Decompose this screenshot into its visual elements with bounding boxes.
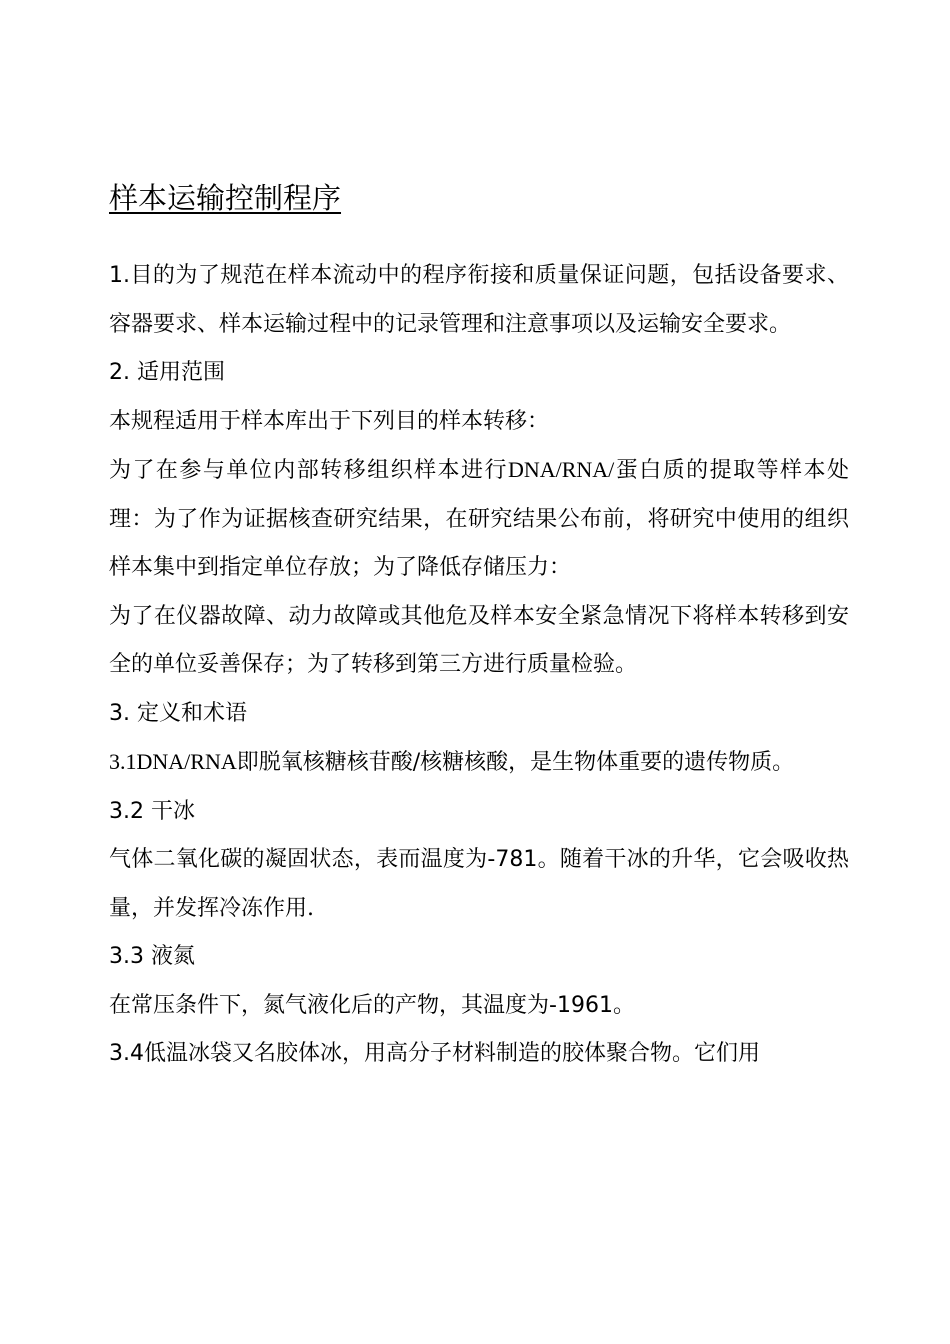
document-body: [109, 252, 849, 1079]
purpose-paragraph: [109, 252, 849, 349]
purpose-number: 1.: [109, 263, 130, 288]
scope-intro: 本规程适用于样本库出于下列目的样本转移：: [109, 408, 550, 434]
definition-3-2-term: 干冰: [150, 798, 195, 824]
definition-3-1: [109, 738, 849, 788]
definition-3-2-heading: [109, 788, 849, 837]
scope-heading: 2. 适用范围: [109, 360, 225, 385]
document-title: 样本运输控制程序: [109, 181, 342, 215]
definition-3-3-text-start: 在常压条件下，氮气液化后的产物，其温度为: [109, 992, 550, 1018]
definition-3-3-term: 液氮: [150, 944, 195, 969]
definition-3-3-text: [109, 982, 849, 1031]
definition-3-4-text: 又名胶体冰，用高分子材料制造的胶体聚合物。它们用: [232, 1041, 761, 1066]
definition-3-4-number: 3.4: [109, 1041, 144, 1066]
definition-3-4: [109, 1030, 849, 1079]
definition-3-3-heading: [109, 933, 849, 982]
definitions-heading: 3. 定义和术语: [109, 700, 247, 726]
definition-3-1-label: 3.1DNA/RNA: [109, 749, 237, 774]
definition-3-2-number: 3.2: [109, 798, 151, 824]
purpose-text: 为了规范在样本流动中的程序衔接和质量保证问题，包括设备要求、容器要求、样本运输过程中的记录管理和注意事项以及运输安全要求。: [109, 263, 849, 337]
definition-3-3-text-end: 。: [612, 992, 635, 1018]
definition-3-1-text: 即脱氧核糖核苷酸/核糖核酸，是生物体重要的遗传物质。: [236, 750, 795, 775]
definition-3-4-term: 低温冰袋: [144, 1041, 233, 1066]
definition-3-3-number: 3.3: [109, 944, 151, 969]
definition-3-2-text-start: 气体二氧化碳的凝固状态，表而温度为: [109, 847, 488, 872]
scope-para1-start: 为了在参与单位内部转移组织样本进行: [109, 458, 508, 483]
scope-paragraph-1: [109, 446, 849, 593]
scope-paragraph-2: 为了在仪器故障、动力故障或其他危及样本安全紧急情况下将样本转移到安全的单位妥善保存；为了转移到第三方进行质量检验。: [109, 603, 849, 677]
purpose-heading: 目的: [130, 263, 176, 288]
scope-para1-end: 蛋白质的提取等样本处理：为了作为证据核查研究结果，在研究结果公布前，将研究中使用的组织样本集中到指定单位存放；为了降低存储压力：: [109, 458, 849, 580]
definition-3-2-text-end: 。随着干冰的升华，它会吸收热量，并发挥冷冻作用.: [109, 847, 849, 921]
definition-3-2-value: -781: [487, 847, 538, 872]
scope-para1-latin: DNA/RNA/: [507, 457, 615, 482]
definition-3-2-text: [109, 836, 849, 933]
definition-3-3-value: -1961: [549, 992, 613, 1018]
